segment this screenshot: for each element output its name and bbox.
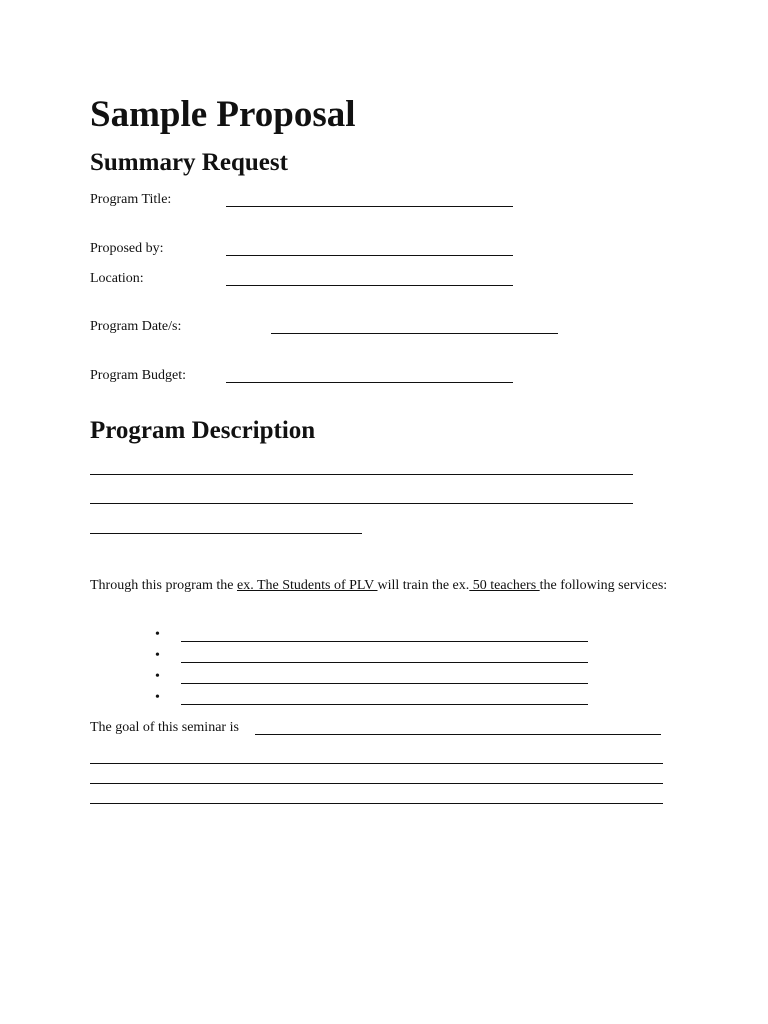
service-item-blank[interactable] bbox=[181, 641, 588, 642]
example-teachers: 50 teachers bbox=[469, 578, 540, 593]
service-item-blank[interactable] bbox=[181, 704, 588, 705]
program-budget-blank[interactable] bbox=[226, 382, 513, 383]
location-blank[interactable] bbox=[226, 285, 513, 286]
description-line[interactable] bbox=[90, 474, 633, 475]
goal-line[interactable] bbox=[90, 803, 663, 804]
description-line[interactable] bbox=[90, 533, 362, 534]
program-budget-label: Program Budget: bbox=[90, 368, 187, 383]
goal-line[interactable] bbox=[90, 763, 663, 764]
program-dates-label: Program Date/s: bbox=[90, 319, 182, 334]
goal-line[interactable] bbox=[90, 783, 663, 784]
service-item-blank[interactable] bbox=[181, 662, 588, 663]
services-text-part2: will train the ex. bbox=[377, 578, 470, 593]
summary-request-heading: Summary Request bbox=[90, 149, 288, 176]
services-text-part1: Through this program the bbox=[90, 578, 237, 593]
bullet-icon: • bbox=[155, 648, 160, 663]
document-title: Sample Proposal bbox=[90, 94, 356, 135]
proposed-by-label: Proposed by: bbox=[90, 241, 164, 256]
goal-blank[interactable] bbox=[255, 734, 661, 735]
bullet-icon: • bbox=[155, 690, 160, 705]
description-line[interactable] bbox=[90, 503, 633, 504]
program-title-label: Program Title: bbox=[90, 192, 172, 207]
location-label: Location: bbox=[90, 271, 144, 286]
bullet-icon: • bbox=[155, 669, 160, 684]
proposed-by-blank[interactable] bbox=[226, 255, 513, 256]
bullet-icon: • bbox=[155, 627, 160, 642]
example-students: ex. The Students of PLV bbox=[236, 578, 378, 593]
program-title-blank[interactable] bbox=[226, 206, 513, 207]
program-description-heading: Program Description bbox=[90, 417, 316, 444]
services-text-part3: the following services: bbox=[539, 578, 668, 593]
services-paragraph bbox=[90, 576, 680, 596]
goal-label: The goal of this seminar is bbox=[90, 720, 239, 735]
program-dates-blank[interactable] bbox=[271, 333, 558, 334]
service-item-blank[interactable] bbox=[181, 683, 588, 684]
